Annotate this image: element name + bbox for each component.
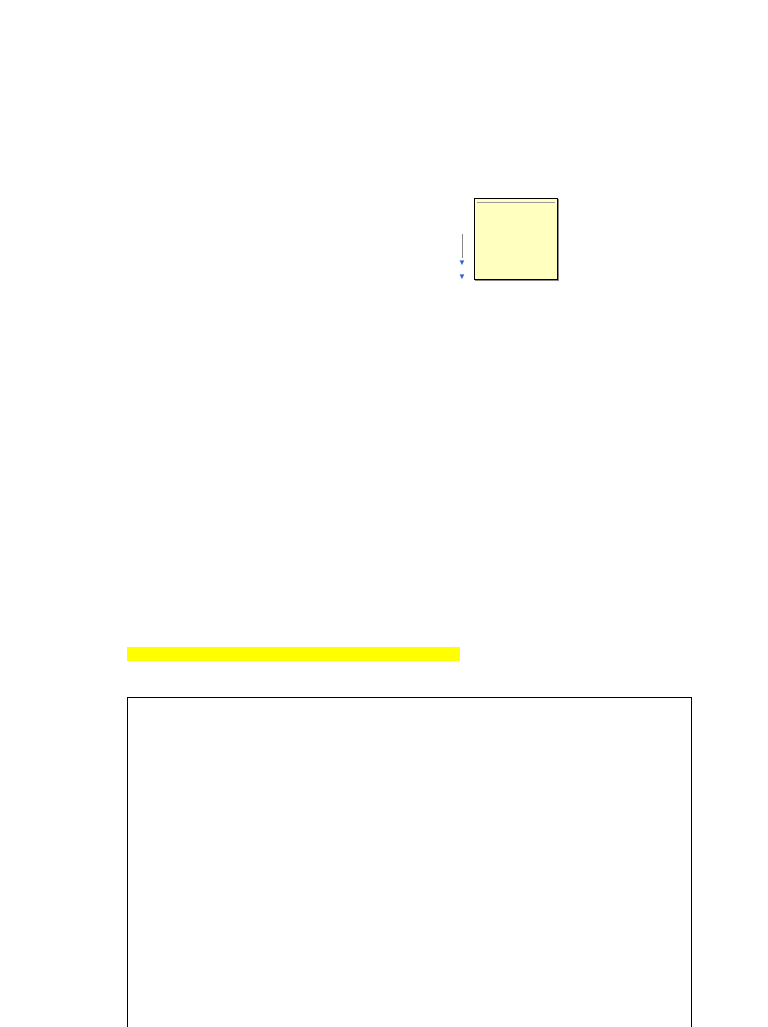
- comment-indicator-icon[interactable]: ▼: [458, 272, 466, 281]
- comment-leader-line: [462, 234, 463, 258]
- highlight-cell: [127, 647, 460, 661]
- comment-indicator-icon[interactable]: ▼: [458, 258, 466, 267]
- income-statement-frame: [127, 697, 692, 1027]
- cell-comment[interactable]: [474, 198, 558, 280]
